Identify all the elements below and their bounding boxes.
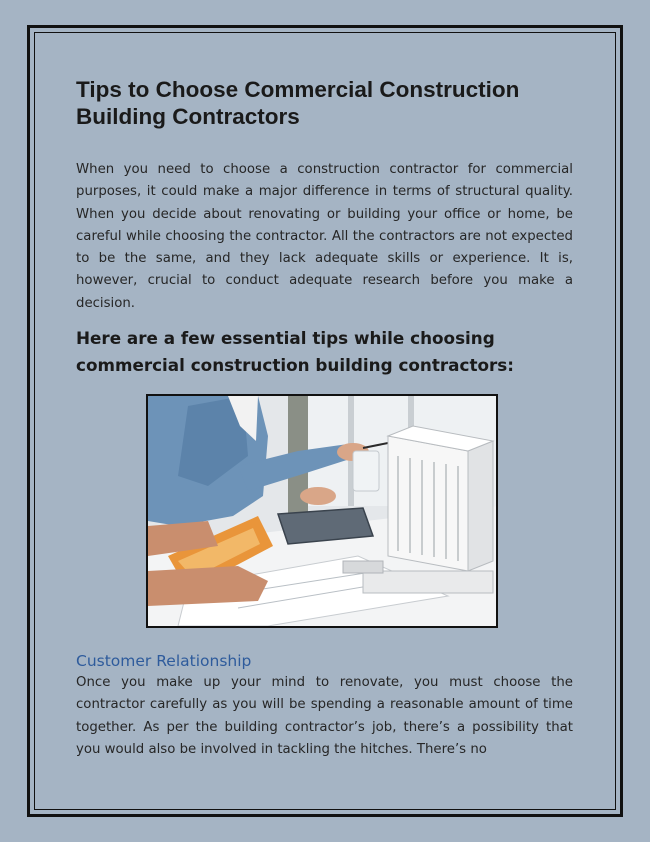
photo-illustration [148, 396, 496, 626]
glass [353, 451, 379, 491]
document-title: Tips to Choose Commercial Construction Building Contractors [76, 77, 520, 129]
document-body [76, 76, 573, 761]
section-heading-customer-relationship: Customer Relationship [76, 652, 252, 671]
building-model [388, 436, 468, 571]
contractor-meeting-photo [146, 394, 498, 628]
resting-hand [300, 487, 336, 505]
tips-heading: Here are a few essential tips while choosing commercial construction building contractors: [76, 328, 514, 376]
second-person-arm [148, 566, 268, 606]
model-base [363, 571, 493, 593]
section-body-customer-relationship: Once you make up your mind to renovate, you must choose the contractor carefully as you will be spending a reasonable amount of time together. As per the building contractor’s job, there’s a possibility that you would also be involved in tackling the hitches. There’s no [76, 675, 573, 757]
intro-paragraph: When you need to choose a construction contractor for commercial purposes, it could make a major difference in terms of structural quality. When you decide about renovating or building your office or home, be careful while choosing the contractor. All the contractors are not expected to be the same, and they lack adequate skills or experience. It is, however, crucial to conduct adequate research before you make a decision. [76, 162, 573, 311]
